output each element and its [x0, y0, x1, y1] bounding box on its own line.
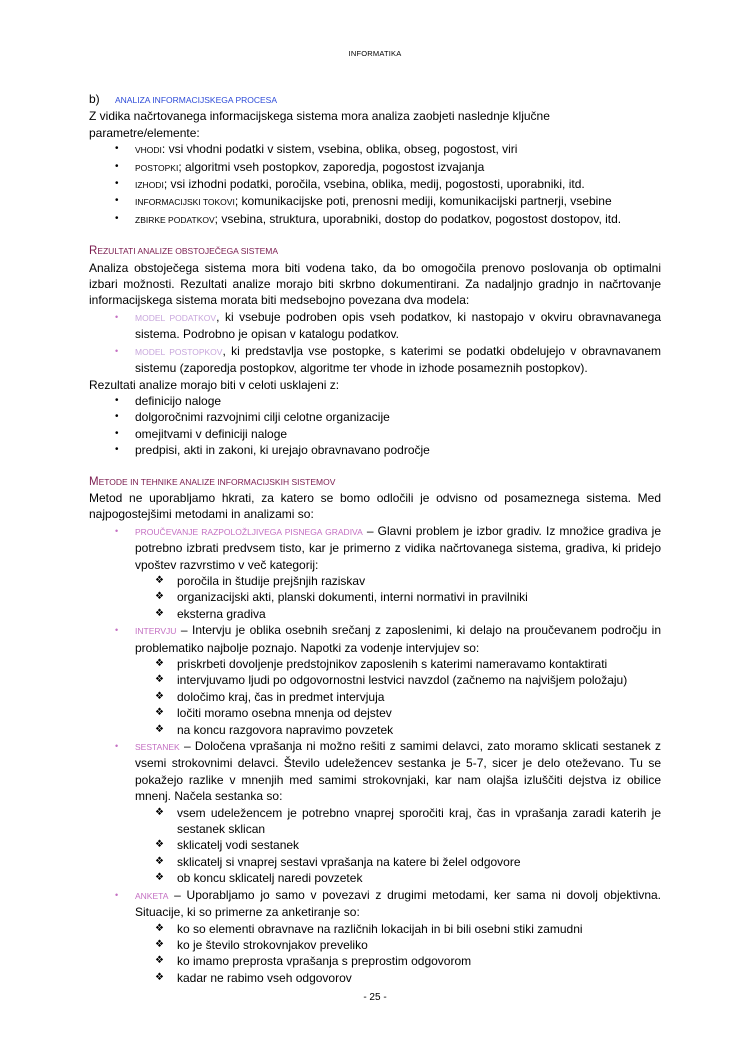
- page-header: INFORMATIKA: [348, 49, 402, 58]
- sub-item: ❖ ko je število strokovnjakov preveliko: [133, 937, 661, 953]
- section-b-prefix: b): [89, 92, 100, 106]
- list-item: • dolgoročnimi razvojnimi cilji celotne organizacije: [89, 409, 661, 425]
- list-item: • INFORMACIJSKI TOKOVI; komunikacijske poti, prenosni mediji, komunikacijski partnerji, vsebine: [89, 193, 661, 210]
- sub-item: ❖ vsem udeležencem je potrebno vnaprej sporočiti kraj, čas in vprašanja zaradi katerih je sestanek sklican: [133, 805, 661, 838]
- alignment-list: [89, 393, 661, 459]
- list-item: • definicijo naloge: [89, 393, 661, 409]
- section-metode-paragraph: Metod ne uporabljamo hkrati, za katero se bomo odločili je odvisno od posameznega sistema. Med najpogostejšimi metodami in analizami so:: [89, 490, 661, 522]
- section-rezultati-heading: REZULTATI ANALIZE OBSTOJEČEGA SISTEMA: [89, 245, 279, 258]
- sub-item: ❖ intervjuvamo ljudi po odgovornostni lestvici navzdol (začnemo na najvišjem položaju): [133, 672, 661, 688]
- method-item: • INTERVJU – Intervju je oblika osebnih srečanj z zaposlenimi, ki delajo na proučevanem področju in problematiko najbolje poznajo. Napotki za vodenje intervjujev so: ❖ priskrbeti dovoljenje predstojnikov zaposlenih s katerimi nameravamo kontaktirati ❖ intervjuvamo ljudi po odgovornostni lestvici navzdol (začnemo na najvišjem položaju) ❖ določimo kraj, čas in predmet intervjuja ❖ ločiti moramo osebna mnenja od dejstev ❖ na koncu razgovora napravimo povzetek: [89, 622, 661, 738]
- list-item: • ZBIRKE PODATKOV; vsebina, struktura, uporabniki, dostop do podatkov, pogostost dostopov, itd.: [89, 211, 661, 228]
- methods-list: [89, 523, 661, 986]
- sub-item: ❖ organizacijski akti, planski dokumenti, interni normativi in pravilniki: [133, 589, 661, 605]
- section-b-title: ANALIZA INFORMACIJSKEGA PROCESA: [115, 95, 278, 105]
- method-item: • PROUČEVANJE RAZPOLOŽLJIVEGA PISNEGA GRADIVA – Glavni problem je izbor gradiv. Iz množice gradiva je potrebno izbrati predvsem tisto, kar je primerno z vidika načrtovanega sistema, gradiva, ki pridejo vpoštev razvrstimo v več kategorij: ❖ poročila in študije prejšnjih raziskav ❖ organizacijski akti, planski dokumenti, interni normativi in pravilniki ❖ eksterna gradiva: [89, 523, 661, 622]
- sub-item: ❖ sklicatelj vodi sestanek: [133, 837, 661, 853]
- sub-item: ❖ priskrbeti dovoljenje predstojnikov zaposlenih s katerimi nameravamo kontaktirati: [133, 656, 661, 672]
- sub-item: ❖ ko imamo preprosta vprašanja s preprostim odgovorom: [133, 953, 661, 969]
- sub-item: ❖ določimo kraj, čas in predmet intervjuja: [133, 689, 661, 705]
- list-item: • omejitvami v definiciji naloge: [89, 426, 661, 442]
- models-list: [89, 309, 661, 377]
- sub-item: ❖ na koncu razgovora napravimo povzetek: [133, 722, 661, 738]
- sub-item: ❖ kadar ne rabimo vseh odgovorov: [133, 970, 661, 986]
- list-item: • predpisi, akti in zakoni, ki urejajo obravnavano področje: [89, 442, 661, 458]
- sub-item: ❖ eksterna gradiva: [133, 606, 661, 622]
- sub-item: ❖ ob koncu sklicatelj naredi povzetek: [133, 870, 661, 886]
- page-content: [89, 91, 661, 986]
- list-item: • MODEL PODATKOV, ki vsebuje podroben opis vseh podatkov, ki nastopajo v okviru obravnavanega sistema. Podrobno je opisan v katalogu podatkov.: [89, 309, 661, 343]
- sub-item: ❖ ločiti moramo osebna mnenja od dejstev: [133, 705, 661, 721]
- sub-item: ❖ ko so elementi obravnave na različnih lokacijah in bi bili osebni stiki zamudni: [133, 921, 661, 937]
- method-item: • ANKETA – Uporabljamo jo samo v povezavi z drugimi metodami, ker sama ni dovolj objektivna. Situacije, ki so primerne za anketiranje so: ❖ ko so elementi obravnave na različnih lokacijah in bi bili osebni stiki zamudni ❖ ko je število strokovnjakov preveliko ❖ ko imamo preprosta vprašanja s preprostim odgovorom ❖ kadar ne rabimo vseh odgovorov: [89, 887, 661, 986]
- alignment-intro: Rezultati analize morajo biti v celoti usklajeni z:: [89, 377, 340, 392]
- method-item: • SESTANEK – Določena vprašanja ni možno rešiti z samimi delavci, zato moramo sklicati sestanek z vsemi strokovnimi delavci. Število udeležencev sestanka je 5-7, sicer je delo oteževano. Tu se pokažejo razlike v mnenjih med samimi strokovnjaki, kar nam olajša izluščiti dejstva iz obilice mnenj. Načela sestanka so: ❖ vsem udeležencem je potrebno vnaprej sporočiti kraj, čas in vprašanja zaradi katerih je sestanek sklican ❖ sklicatelj vodi sestanek ❖ sklicatelj si vnaprej sestavi vprašanja na katere bi želel odgovore ❖ ob koncu sklicatelj naredi povzetek: [89, 738, 661, 887]
- section-metode-heading: METODE IN TEHNIKE ANALIZE INFORMACIJSKIH SISTEMOV: [89, 475, 336, 488]
- list-item: • POSTOPKI; algoritmi vseh postopkov, zaporedja, pogostost izvajanja: [89, 159, 661, 176]
- section-rezultati-paragraph: Analiza obstoječega sistema mora biti vodena tako, da bo omogočila prenovo poslovanja ob optimalni izbari možnosti. Rezultati analize morajo biti skrbno dokumentirani. Za nadaljnjo gradnjo in načrtovanje informacijskega sistema morata biti medsebojno povezana dva modela:: [89, 260, 661, 308]
- sub-item: ❖ sklicatelj si vnaprej sestavi vprašanja na katere bi želel odgovore: [133, 854, 661, 870]
- list-item: • IZHODI; vsi izhodni podatki, poročila, vsebina, oblika, medij, pogostosti, uporabniki, itd.: [89, 176, 661, 193]
- list-item: • MODEL POSTOPKOV, ki predstavlja vse postopke, s katerimi se podatki obdelujejo v obravnavanem sistemu (zaporedja postopkov, algoritme ter vhode in izhode posameznih postopkov).: [89, 343, 661, 377]
- section-b-intro: Z vidika načrtovanega informacijskega sistema mora analiza zaobjeti naslednje ključne parametre/elemente:: [89, 109, 550, 140]
- page-number: - 25 -: [363, 992, 387, 1003]
- section-b-heading: [89, 91, 661, 108]
- sub-item: ❖ poročila in študije prejšnjih raziskav: [133, 573, 661, 589]
- section-b-list: [89, 141, 661, 228]
- list-item: • VHODI: vsi vhodni podatki v sistem, vsebina, oblika, obseg, pogostost, viri: [89, 141, 661, 158]
